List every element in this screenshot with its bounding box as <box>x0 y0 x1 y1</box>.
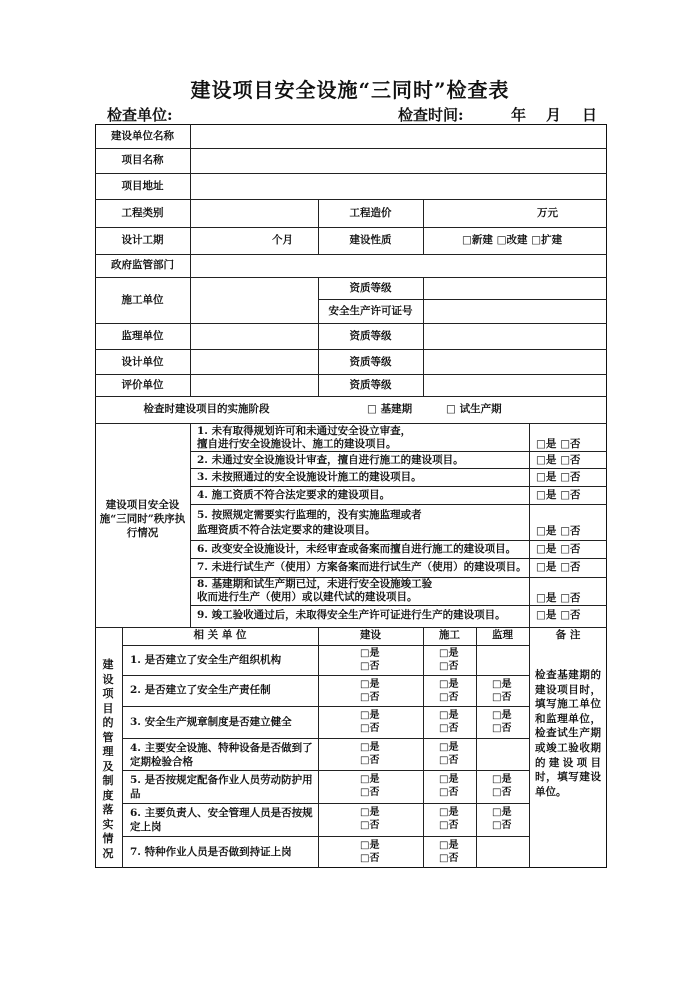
build-nature-label: 建设性质 <box>349 234 392 246</box>
day-label: 日 <box>582 106 598 124</box>
note-text: 检查基建期的建设项目时，填写施工单位和监理单位，检查试生产期或竣工验收期的建设项目时，填写建设单位。 <box>535 669 601 798</box>
procedure-item: 9. 竣工验收通过后，未取得安全生产许可证进行生产的建设项目。 <box>197 609 506 621</box>
procedure-item: 2. 未通过安全设施设计审查，擅自进行施工的建设项目。 <box>197 454 464 466</box>
year-label: 年 <box>511 106 527 124</box>
evaluation-unit-label: 评价单位 <box>121 379 164 391</box>
procedure-item: 3. 未按照通过的安全设施设计施工的建设项目。 <box>197 471 422 483</box>
supervise-check: □是 □否 <box>492 774 512 798</box>
management-item: 4. 主要安全设施、特种设备是否做到了 定期检验合格 <box>130 742 313 768</box>
header-note: 备 注 <box>555 629 581 641</box>
procedure-section-label: 建设项目安全设施“三同时”秩序执行情况 <box>99 499 186 539</box>
construction-qualification-label: 资质等级 <box>349 282 392 294</box>
header-construct: 施工 <box>439 629 460 641</box>
construction-unit-label: 施工单位 <box>121 294 164 306</box>
procedure-yes-no: □是 □否 <box>536 561 581 573</box>
build-check: □是 □否 <box>360 774 380 798</box>
procedure-yes-no: □是 □否 <box>536 543 581 555</box>
supervise-check: □是 □否 <box>492 807 512 831</box>
management-section-label: 建设项目的管理及制度落实情况 <box>102 658 114 860</box>
project-name-label: 项目名称 <box>121 154 164 166</box>
management-item: 6. 主要负责人、安全管理人员是否按规 定上岗 <box>130 807 313 833</box>
procedure-item: 4. 施工资质不符合法定要求的建设项目。 <box>197 489 391 501</box>
month-label: 月 <box>546 106 562 124</box>
safety-license-label: 安全生产许可证号 <box>328 305 413 317</box>
procedure-item: 5. 按照规定需要实行监理的，没有实施监理或者 监理资质不符合法定要求的建设项目。 <box>197 509 422 536</box>
build-check: □是 □否 <box>360 648 380 672</box>
build-check: □是 □否 <box>360 840 380 864</box>
management-item: 3. 安全生产规章制度是否建立健全 <box>130 716 292 728</box>
construct-check: □是 □否 <box>439 807 459 831</box>
gov-dept-label: 政府监管部门 <box>111 259 174 271</box>
procedure-yes-no: □是 □否 <box>536 438 581 450</box>
builder-name-label: 建设单位名称 <box>111 130 174 142</box>
procedure-yes-no: □是 □否 <box>536 525 581 537</box>
period-unit: 个月 <box>272 234 293 246</box>
design-qualification-label: 资质等级 <box>349 356 392 368</box>
design-unit-label: 设计单位 <box>121 356 164 368</box>
supervision-qualification-label: 资质等级 <box>349 330 392 342</box>
supervision-unit-label: 监理单位 <box>121 330 164 342</box>
build-check: □是 □否 <box>360 807 380 831</box>
header-build: 建设 <box>360 629 381 641</box>
construct-check: □是 □否 <box>439 648 459 672</box>
construct-check: □是 □否 <box>439 742 459 766</box>
build-nature-options: □新建 □改建 □扩建 <box>462 234 563 246</box>
procedure-yes-no: □是 □否 <box>536 454 581 466</box>
procedure-item: 6. 改变安全设施设计，未经审查或备案而擅自进行施工的建设项目。 <box>197 543 517 555</box>
procedure-yes-no: □是 □否 <box>536 609 581 621</box>
page-title: 建设项目安全设施“三同时”检查表 <box>190 78 510 102</box>
cost-unit: 万元 <box>537 207 558 219</box>
procedure-yes-no: □是 □否 <box>536 471 581 483</box>
inspection-time-label: 检查时间: <box>398 106 464 124</box>
project-type-label: 工程类别 <box>121 207 164 219</box>
stage-option-trial: □ 试生产期 <box>446 403 502 415</box>
header-related-unit: 相 关 单 位 <box>193 629 247 641</box>
management-item: 1. 是否建立了安全生产组织机构 <box>130 654 282 666</box>
header-supervise: 监理 <box>492 629 513 641</box>
stage-label: 检查时建设项目的实施阶段 <box>143 403 270 415</box>
procedure-item: 1. 未有取得规划许可和未通过安全设立审查， 擅自进行安全设施设计、施工的建设项目。 <box>197 425 412 450</box>
stage-option-construction: □ 基建期 <box>367 403 413 415</box>
management-item: 2. 是否建立了安全生产责任制 <box>130 684 271 696</box>
evaluation-qualification-label: 资质等级 <box>349 379 392 391</box>
management-item: 7. 特种作业人员是否做到持证上岗 <box>130 846 292 858</box>
construct-check: □是 □否 <box>439 710 459 734</box>
construct-check: □是 □否 <box>439 679 459 703</box>
project-address-label: 项目地址 <box>121 180 164 192</box>
build-check: □是 □否 <box>360 742 380 766</box>
procedure-item: 7. 未进行试生产（使用）方案备案而进行试生产（使用）的建设项目。 <box>197 561 527 573</box>
supervise-check: □是 □否 <box>492 710 512 734</box>
inspection-unit-label: 检查单位: <box>107 106 173 124</box>
project-cost-label: 工程造价 <box>349 207 392 219</box>
build-check: □是 □否 <box>360 679 380 703</box>
design-period-label: 设计工期 <box>121 234 164 246</box>
build-check: □是 □否 <box>360 710 380 734</box>
construct-check: □是 □否 <box>439 774 459 798</box>
procedure-item: 8. 基建期和试生产期已过，未进行安全设施竣工验 收而进行生产（使用）或以建代试的建设项目。 <box>197 578 433 603</box>
construct-check: □是 □否 <box>439 840 459 864</box>
procedure-yes-no: □是 □否 <box>536 489 581 501</box>
procedure-yes-no: □是 □否 <box>536 592 581 604</box>
supervise-check: □是 □否 <box>492 679 512 703</box>
management-item: 5. 是否按规定配备作业人员劳动防护用 品 <box>130 774 313 800</box>
